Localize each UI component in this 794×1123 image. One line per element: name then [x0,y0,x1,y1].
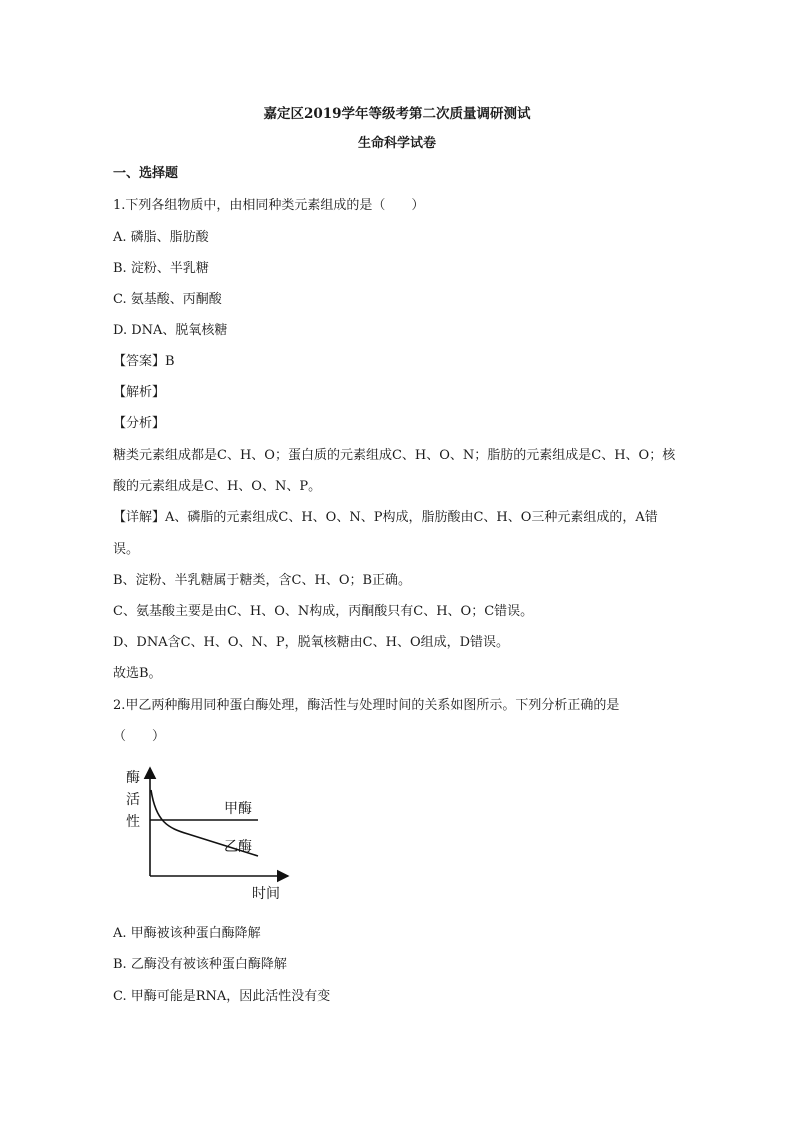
question-1-option-c: C. 氨基酸、丙酮酸 [113,292,222,307]
fenxi-line-2: 酸的元素组成是C、H、O、N、P。 [113,479,322,494]
fenxi-line-1: 糖类元素组成都是C、H、O；蛋白质的元素组成C、H、O、N；脂肪的元素组成是C、H、O；核 [113,448,676,463]
question-2-option-a: A. 甲酶被该种蛋白酶降解 [113,926,261,941]
question-1-option-a: A. 磷脂、脂肪酸 [113,230,209,245]
x-axis-label: 时间 [252,886,280,902]
enzyme-a-label: 甲酶 [224,801,252,817]
question-1-option-b: B. 淀粉、半乳糖 [113,261,209,276]
question-2-stem-line-1: 2.甲乙两种酶用同种蛋白酶处理，酶活性与处理时间的关系如图所示。下列分析正确的是 [113,698,620,713]
question-2-option-c: C. 甲酶可能是RNA，因此活性没有变 [113,989,331,1004]
detail-line-2: 误。 [113,542,140,557]
y-axis-label-char-2: 活 [126,792,140,808]
question-1-stem: 1.下列各组物质中，由相同种类元素组成的是（ ） [113,198,425,213]
detail-line-5: D、DNA含C、H、O、N、P，脱氧核糖由C、H、O组成，D错误。 [113,635,510,650]
enzyme-activity-figure [118,762,298,908]
y-axis-label-char-1: 酶 [126,770,140,786]
question-2-stem-line-2: （ ） [113,729,166,744]
enzyme-b-label: 乙酶 [224,839,252,855]
answer-line: 【答案】B [113,354,175,369]
detail-line-1: 【详解】A、磷脂的元素组成C、H、O、N、P构成，脂肪酸由C、H、O三种元素组成的，A错 [113,510,658,525]
question-2-option-b: B. 乙酶没有被该种蛋白酶降解 [113,957,287,972]
section-heading: 一、选择题 [113,166,179,181]
fenxi-tag: 【分析】 [113,416,166,431]
detail-line-4: C、氨基酸主要是由C、H、O、N构成，丙酮酸只有C、H、O；C错误。 [113,604,534,619]
document-title: 嘉定区2019学年等级考第二次质量调研测试 [263,106,531,122]
detail-line-6: 故选B。 [113,666,162,681]
question-1-option-d: D. DNA、脱氧核糖 [113,323,228,338]
analysis-tag: 【解析】 [113,385,166,400]
y-axis-label-char-3: 性 [126,814,140,830]
detail-line-3: B、淀粉、半乳糖属于糖类，含C、H、O；B正确。 [113,573,412,588]
document-subtitle: 生命科学试卷 [357,136,436,151]
